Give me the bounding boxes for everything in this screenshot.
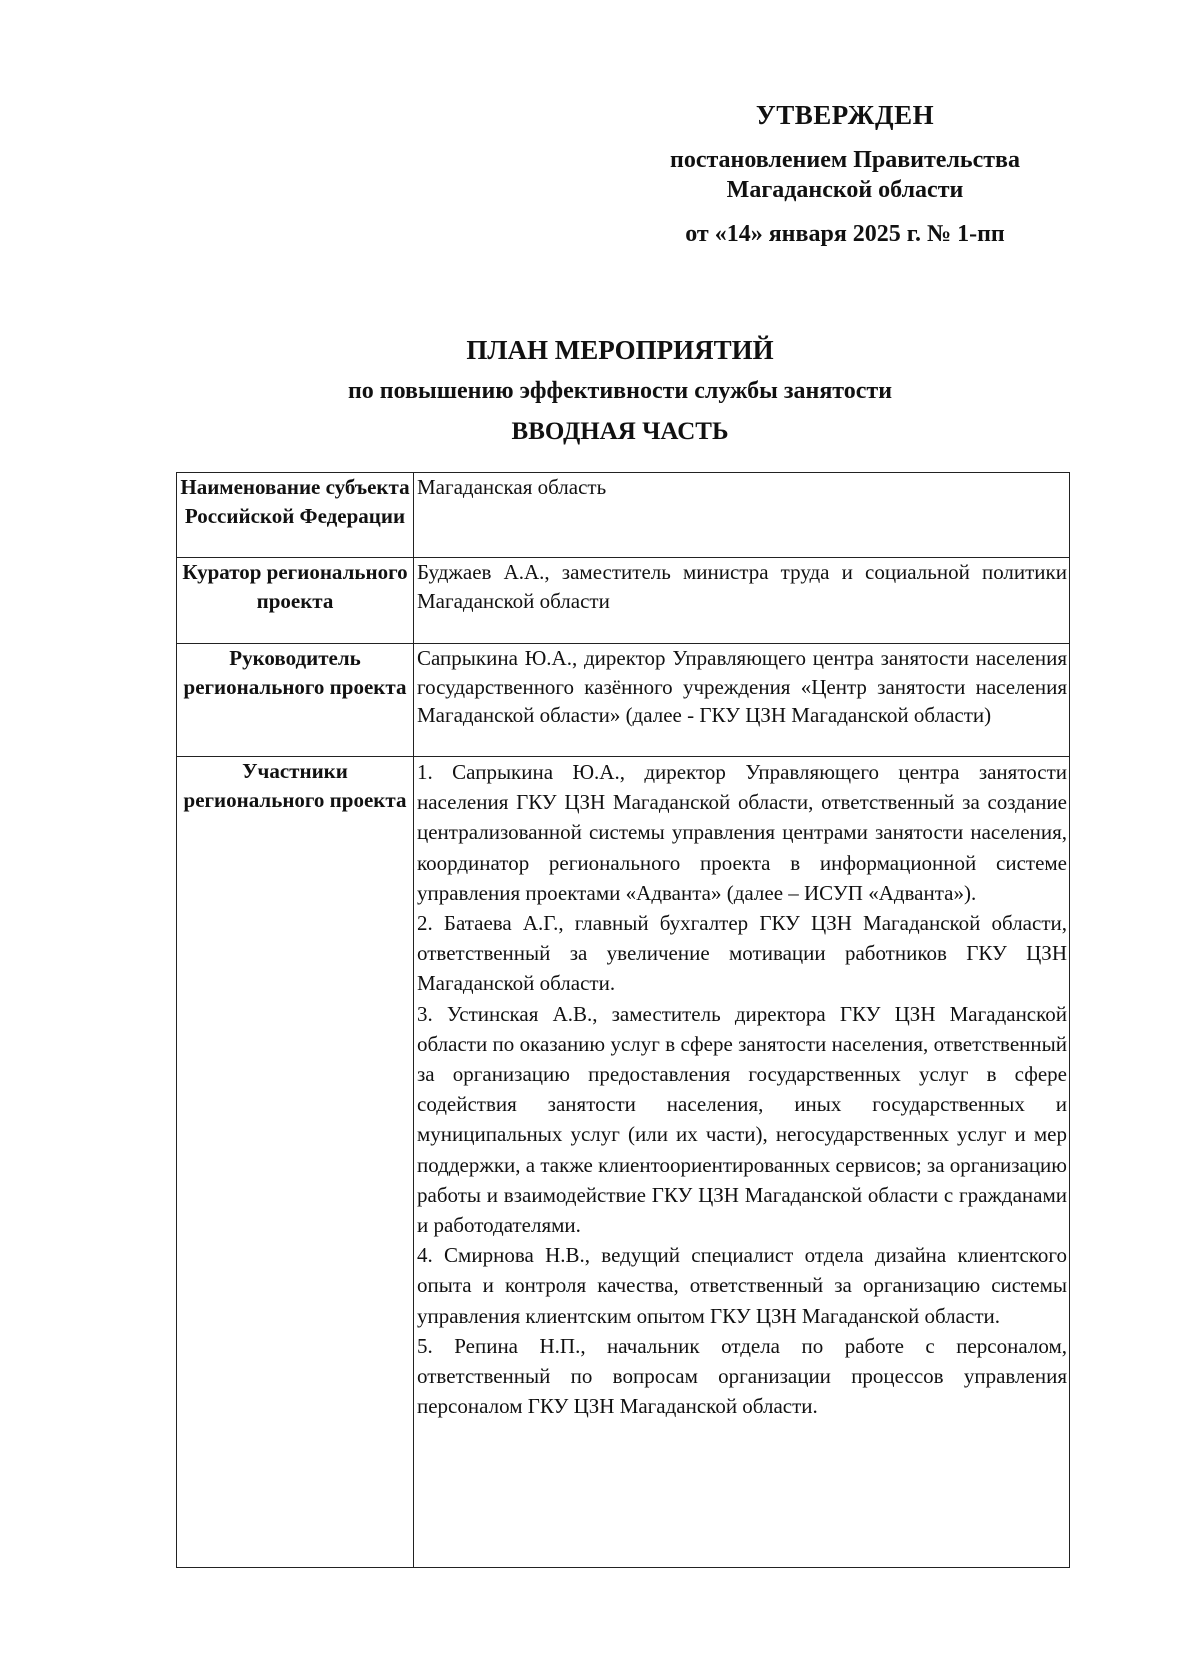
- row-label: Наименование субъекта Российской Федерации: [177, 473, 414, 558]
- table-row: [177, 558, 1070, 644]
- approval-heading: УТВЕРЖДЕН: [755, 100, 935, 130]
- document-subtitle: по повышению эффективности службы занятости: [347, 378, 893, 404]
- approval-date: от «14» января 2025 г. № 1-пп: [685, 221, 1005, 247]
- section-title: ВВОДНАЯ ЧАСТЬ: [511, 418, 729, 445]
- document-titles: [150, 332, 1090, 450]
- participant-item: 3. Устинская А.В., заместитель директора ГКУ ЦЗН Магаданской области по оказанию услуг в сфере занятости населения, ответственный за организацию предоставления государственных услуг в сфере содействия занятости населения, иных государственных и муниципальных услуг (или их части), негосударственных услуг и мер поддержки, а также клиентоориентированных сервисов; за организацию работы и взаимодействие ГКУ ЦЗН Магаданской области с гражданами и работодателями.: [417, 1001, 1067, 1238]
- row-label: Руководитель регионального проекта: [177, 644, 414, 757]
- participant-item: 2. Батаева А.Г., главный бухгалтер ГКУ ЦЗН Магаданской области, ответственный за увеличение мотивации работников ГКУ ЦЗН Магаданской области.: [417, 911, 1067, 996]
- approval-line-2: Магаданской области: [726, 177, 964, 203]
- row-value: Буджаев А.А., заместитель министра труда и социальной политики Магаданской области: [414, 558, 1070, 644]
- participants-list: [414, 757, 1070, 1568]
- document-title: ПЛАН МЕРОПРИЯТИЙ: [466, 335, 774, 365]
- participant-item: 1. Сапрыкина Ю.А., директор Управляющего центра занятости населения ГКУ ЦЗН Магаданской области, ответственный за создание централизованной системы управления центрами занятости населения, координатор регионального проекта в информационной системе управления проектами «Адванта» (далее – ИСУП «Адванта»).: [417, 760, 1067, 905]
- participant-item: 4. Смирнова Н.В., ведущий специалист отдела дизайна клиентского опыта и контроля качества, ответственный за организацию системы управления клиентским опытом ГКУ ЦЗН Магаданской области.: [417, 1243, 1067, 1328]
- row-label: Участники регионального проекта: [177, 757, 414, 1568]
- row-value: Магаданская область: [414, 473, 1070, 558]
- table-row: [177, 757, 1070, 1568]
- row-label: Куратор регионального проекта: [177, 558, 414, 644]
- table-row: [177, 473, 1070, 558]
- table-row: [177, 644, 1070, 757]
- participant-item: 5. Репина Н.П., начальник отдела по работе с персоналом, ответственный по вопросам организации процессов управления персоналом ГКУ ЦЗН Магаданской области.: [417, 1333, 1067, 1419]
- approval-block: [600, 100, 1090, 248]
- approval-line-1: постановлением Правительства: [669, 147, 1020, 173]
- intro-table: [176, 472, 1070, 1568]
- row-value: Сапрыкина Ю.А., директор Управляющего центра занятости населения государственного казённого учреждения «Центр занятости населения Магаданской области» (далее - ГКУ ЦЗН Магаданской области): [414, 644, 1070, 757]
